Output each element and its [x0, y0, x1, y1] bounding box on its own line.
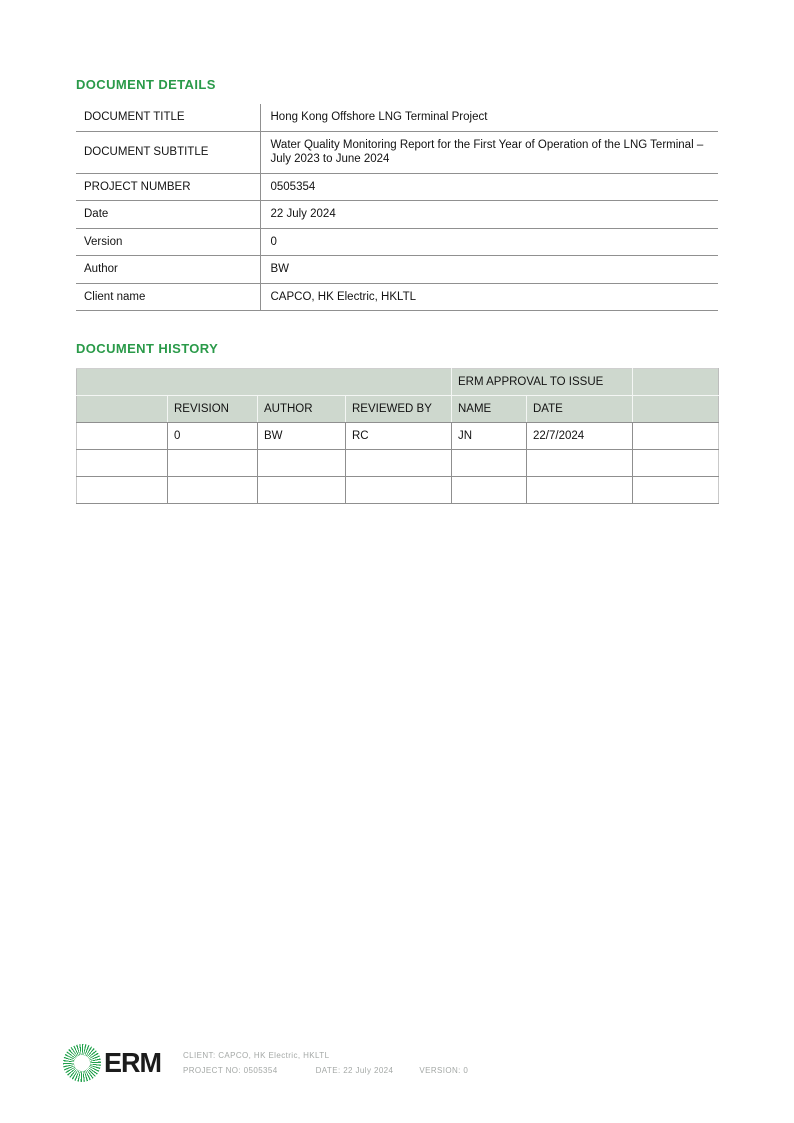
history-cell: [527, 477, 633, 504]
footer-project-number: PROJECT NO: 0505354: [183, 1066, 278, 1075]
table-row: [77, 396, 719, 423]
history-cell: [346, 477, 452, 504]
column-header-name: NAME: [452, 396, 527, 423]
history-cell: [452, 477, 527, 504]
table-row: [76, 131, 718, 173]
document-history-table: [76, 368, 719, 504]
footer-client-line: CLIENT: CAPCO, HK Electric, HKLTL: [183, 1051, 330, 1060]
history-cell-name: JN: [452, 423, 527, 450]
table-row: [77, 477, 719, 504]
table-row: [77, 423, 719, 450]
detail-value-date: 22 July 2024: [260, 201, 718, 229]
detail-label-author: Author: [76, 256, 260, 284]
history-cell: [633, 450, 719, 477]
history-cell: [258, 450, 346, 477]
detail-value-version: 0: [260, 228, 718, 256]
detail-label-date: Date: [76, 201, 260, 229]
erm-logo-wordmark: ERM: [104, 1047, 161, 1078]
history-cell-reviewed-by: RC: [346, 423, 452, 450]
history-cell: [77, 423, 168, 450]
history-cell: [258, 477, 346, 504]
detail-label-client-name: Client name: [76, 283, 260, 311]
detail-label-project-number: PROJECT NUMBER: [76, 173, 260, 201]
detail-value-document-subtitle: Water Quality Monitoring Report for the First Year of Operation of the LNG Terminal – July 2023 to June 2024: [260, 131, 718, 173]
history-cell: [168, 450, 258, 477]
history-cell: [452, 450, 527, 477]
history-header-spacer: [77, 369, 452, 396]
footer-meta: [183, 1048, 468, 1078]
table-row: [76, 256, 718, 284]
table-row: [76, 283, 718, 311]
detail-value-document-title: Hong Kong Offshore LNG Terminal Project: [260, 104, 718, 131]
table-row: [76, 173, 718, 201]
column-header-author: AUTHOR: [258, 396, 346, 423]
page-footer: [63, 1044, 468, 1082]
column-header-revision: REVISION: [168, 396, 258, 423]
column-header-reviewed-by: REVIEWED BY: [346, 396, 452, 423]
history-cell: [77, 450, 168, 477]
detail-value-project-number: 0505354: [260, 173, 718, 201]
table-row: [77, 450, 719, 477]
column-header-blank: [633, 396, 719, 423]
detail-value-client-name: CAPCO, HK Electric, HKLTL: [260, 283, 718, 311]
history-cell: [633, 477, 719, 504]
history-section-heading: DOCUMENT HISTORY: [76, 341, 219, 356]
history-cell: [77, 477, 168, 504]
footer-version: VERSION: 0: [419, 1066, 469, 1075]
column-header-date: DATE: [527, 396, 633, 423]
erm-approval-header: ERM APPROVAL TO ISSUE: [452, 369, 633, 396]
table-row: [76, 104, 718, 131]
history-cell: [633, 423, 719, 450]
footer-meta-line: [183, 1063, 468, 1078]
history-cell: [346, 450, 452, 477]
detail-value-author: BW: [260, 256, 718, 284]
history-cell-date: 22/7/2024: [527, 423, 633, 450]
document-details-table: [76, 104, 718, 311]
table-row: [77, 369, 719, 396]
footer-date: DATE: 22 July 2024: [315, 1066, 394, 1075]
history-header-spacer: [633, 369, 719, 396]
table-row: [76, 228, 718, 256]
erm-starburst-icon: [63, 1044, 101, 1082]
erm-logo: [63, 1044, 161, 1082]
detail-label-version: Version: [76, 228, 260, 256]
table-row: [76, 201, 718, 229]
column-header-blank: [77, 396, 168, 423]
detail-label-document-title: DOCUMENT TITLE: [76, 104, 260, 131]
detail-label-document-subtitle: DOCUMENT SUBTITLE: [76, 131, 260, 173]
details-section-heading: DOCUMENT DETAILS: [76, 77, 216, 92]
history-cell: [527, 450, 633, 477]
history-cell: [168, 477, 258, 504]
history-cell-author: BW: [258, 423, 346, 450]
history-cell-revision: 0: [168, 423, 258, 450]
